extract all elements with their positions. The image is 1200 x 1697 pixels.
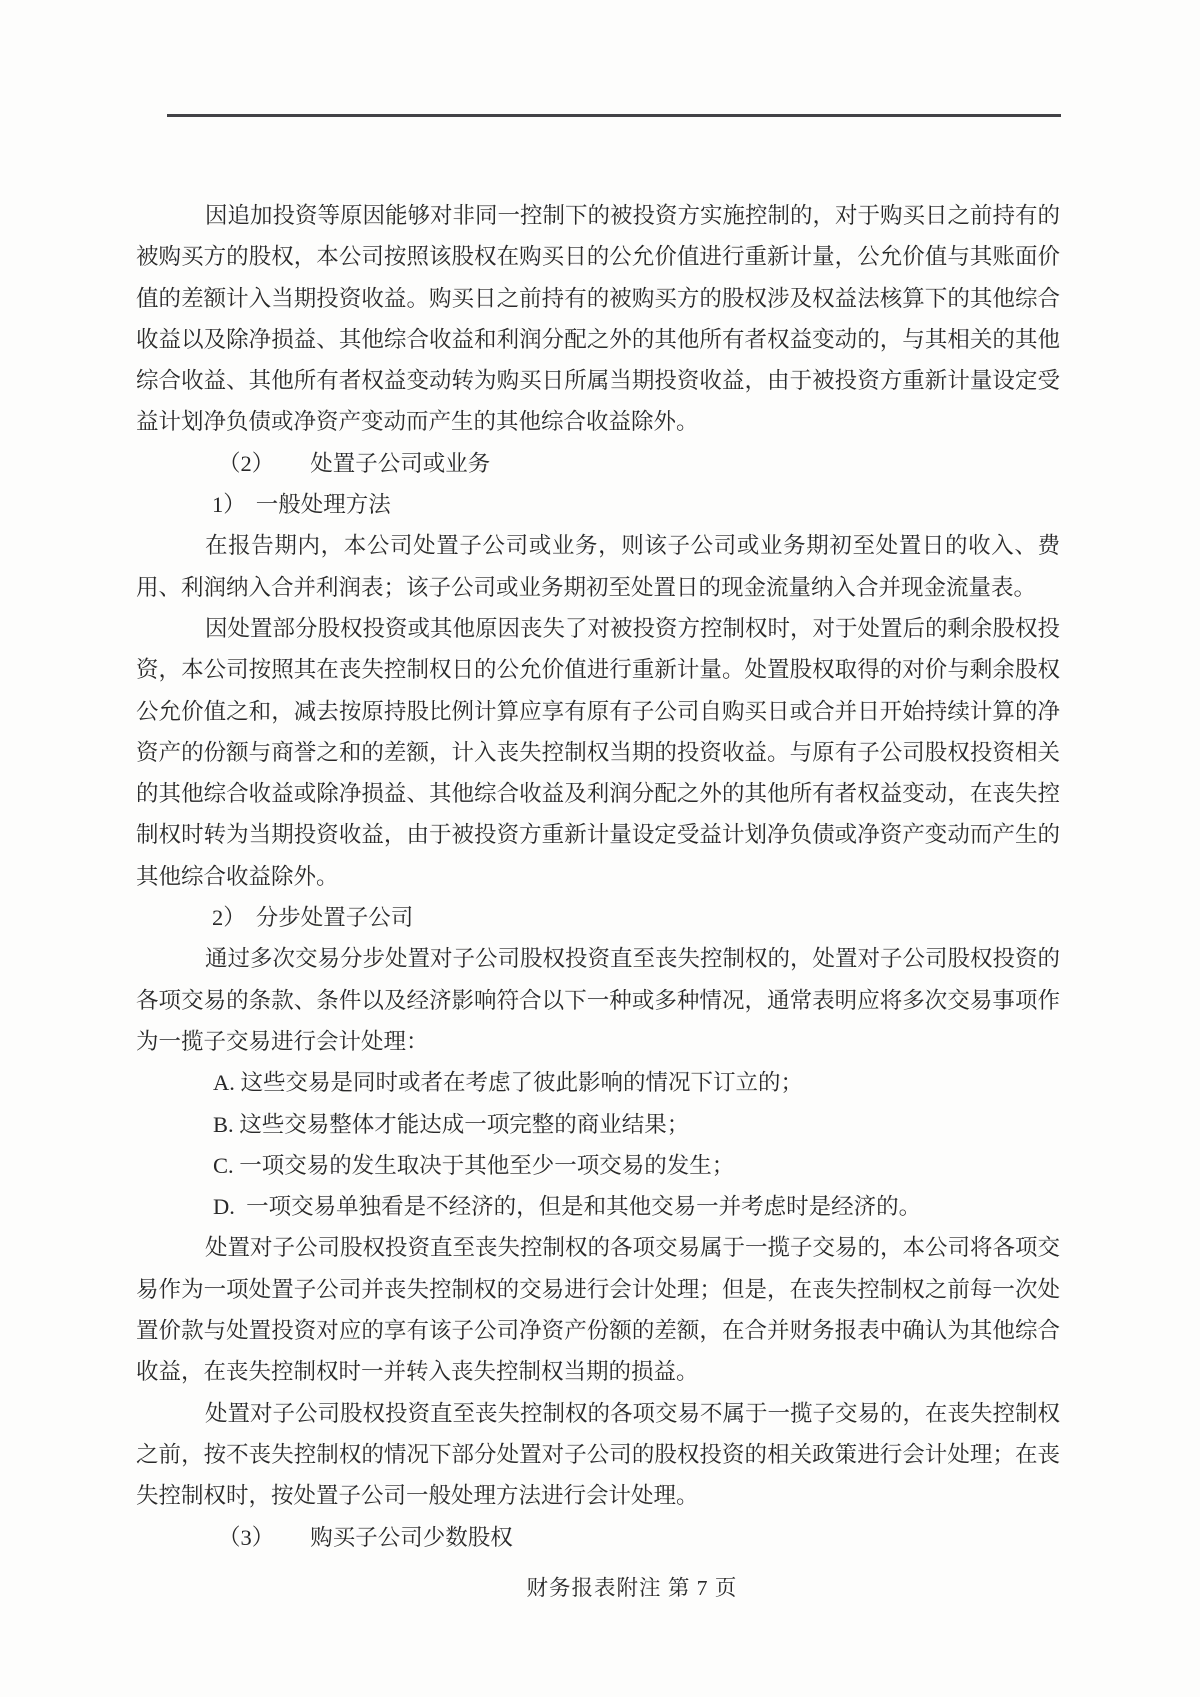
subheading-number: 2） — [212, 905, 246, 931]
list-item-d: D. 一项交易单独看是不经济的，但是和其他交易一并考虑时是经济的。 — [213, 1194, 922, 1220]
paragraph-multiple-transactions: 通过多次交易分步处置对子公司股权投资直至丧失控制权的，处置对子公司股权投资的各项交易的条款、条件以及经济影响符合以下一种或多种情况，通常表明应将多次交易事项作为一揽子交易进行会计处理： — [136, 946, 1061, 1054]
section-number: （3） — [218, 1524, 275, 1550]
section-title: 处置子公司或业务 — [310, 450, 491, 476]
section-heading-minority-equity — [136, 1517, 1060, 1558]
document-body — [136, 195, 1060, 1558]
subheading-title: 分步处置子公司 — [255, 905, 414, 931]
subheading-stepwise-disposal — [136, 897, 1060, 938]
footer-page-label: 财务报表附注 第 7 页 — [526, 1576, 738, 1600]
page-footer — [0, 1575, 1200, 1602]
section-number: （2） — [218, 450, 275, 476]
section-heading-dispose-subsidiary — [136, 443, 1060, 484]
paragraph-reporting-period: 在报告期内，本公司处置子公司或业务，则该子公司或业务期初至处置日的收入、费用、利润纳入合并利润表；该子公司或业务期初至处置日的现金流量纳入合并现金流量表。 — [136, 533, 1060, 600]
subheading-general-method — [136, 484, 1060, 525]
paragraph-additional-investment: 因追加投资等原因能够对非同一控制下的被投资方实施控制的，对于购买日之前持有的被购买方的股权，本公司按照该股权在购买日的公允价值进行重新计量，公允价值与其账面价值的差额计入当期投资收益。购买日之前持有的被购买方的股权涉及权益法核算下的其他综合收益以及除净损益、其他综合收益和利润分配之外的其他所有者权益变动的，与其相关的其他综合收益、其他所有者权益变动转为购买日所属当期投资收益，由于被投资方重新计量设定受益计划净负债或净资产变动而产生的其他综合收益除外。 — [136, 203, 1061, 435]
subheading-title: 一般处理方法 — [255, 492, 391, 518]
subheading-number: 1） — [212, 492, 246, 518]
section-title: 购买子公司少数股权 — [310, 1524, 513, 1550]
list-item-c: C. 一项交易的发生取决于其他至少一项交易的发生； — [213, 1152, 735, 1178]
paragraph-loss-of-control: 因处置部分股权投资或其他原因丧失了对被投资方控制权时，对于处置后的剩余股权投资，本公司按照其在丧失控制权日的公允价值进行重新计量。处置股权取得的对价与剩余股权公允价值之和，减去按原持股比例计算应享有原有子公司自购买日或合并日开始持续计算的净资产的份额与商誉之和的差额，计入丧失控制权当期的投资收益。与原有子公司股权投资相关的其他综合收益或除净损益、其他综合收益及利润分配之外的其他所有者权益变动，在丧失控制权时转为当期投资收益，由于被投资方重新计量设定受益计划净负债或净资产变动而产生的其他综合收益除外。 — [136, 615, 1061, 889]
paragraph-non-package-deal: 处置对子公司股权投资直至丧失控制权的各项交易不属于一揽子交易的，在丧失控制权之前，按不丧失控制权的情况下部分处置对子公司的股权投资的相关政策进行会计处理；在丧失控制权时，按处置子公司一般处理方法进行会计处理。 — [136, 1400, 1061, 1509]
paragraph-package-deal: 处置对子公司股权投资直至丧失控制权的各项交易属于一揽子交易的，本公司将各项交易作为一项处置子公司并丧失控制权的交易进行会计处理；但是，在丧失控制权之前每一次处置价款与处置投资对应的享有该子公司净资产份额的差额，在合并财务报表中确认为其他综合收益，在丧失控制权时一并转入丧失控制权当期的损益。 — [136, 1235, 1061, 1385]
list-item-a: A. 这些交易是同时或者在考虑了彼此影响的情况下订立的； — [213, 1070, 803, 1096]
header-divider — [167, 114, 1061, 117]
list-item-b: B. 这些交易整体才能达成一项完整的商业结果； — [213, 1111, 690, 1137]
